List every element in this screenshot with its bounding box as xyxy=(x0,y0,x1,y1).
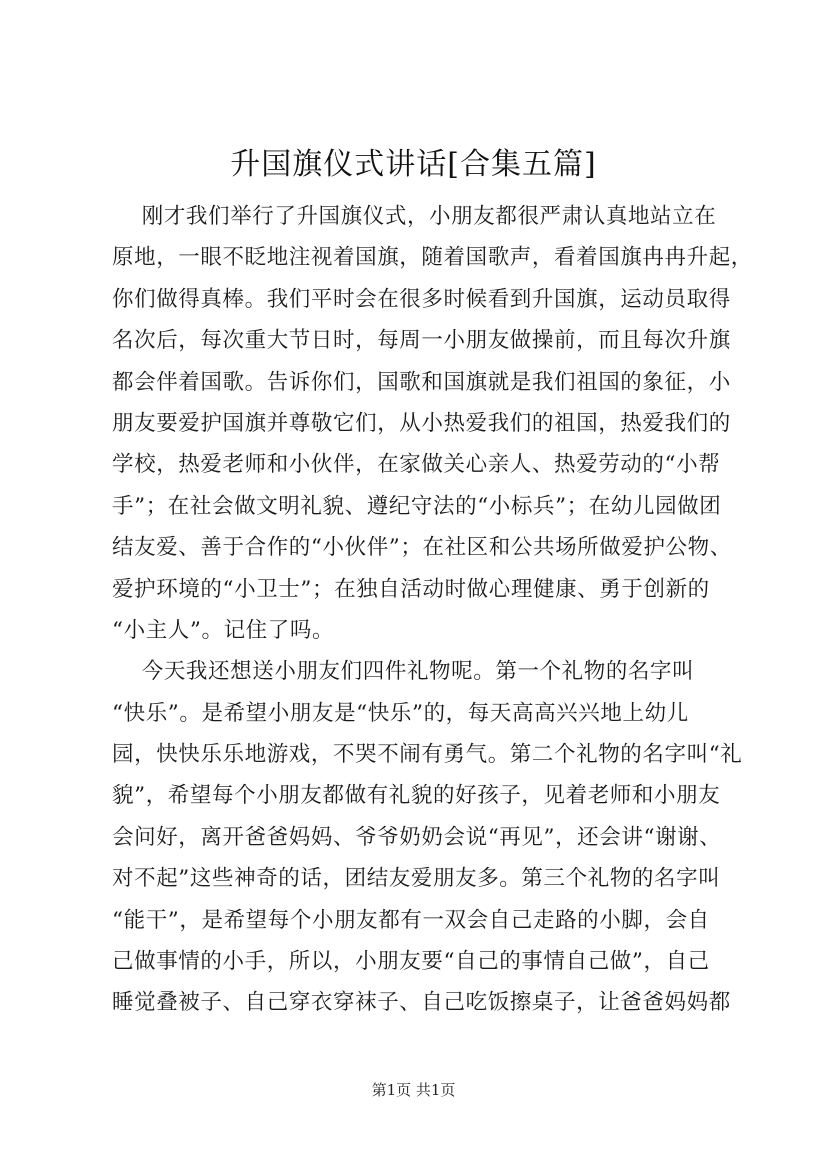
text-line: “快乐”。是希望小朋友是“快乐”的，每天高高兴兴地上幼儿 xyxy=(112,700,689,726)
text-line: 你们做得真棒。我们平时会在很多时候看到升国旗，运动员取得 xyxy=(112,286,731,312)
text-line: 刚才我们举行了升国旗仪式，小朋友都很严肃认真地站立在 xyxy=(112,204,717,229)
text-line: 爱护环境的“小卫士”；在独自活动时做心理健康、勇于创新的 xyxy=(112,576,710,602)
paragraph-1 xyxy=(112,196,753,651)
text-line: 学校，热爱老师和小伙伴，在家做关心亲人、热爱劳动的“小帮 xyxy=(112,452,721,478)
text-line: 对不起”这些神奇的话，团结友爱朋友多。第三个礼物的名字叫 xyxy=(112,866,721,892)
paragraph-2 xyxy=(112,651,743,1024)
text-line: “能干”，是希望每个小朋友都有一双会自己走路的小脚，会自 xyxy=(112,907,710,933)
text-line: 己做事情的小手，所以，小朋友要“自己的事情自己做”，自己 xyxy=(112,949,710,975)
text-line: 貌”，希望每个小朋友都做有礼貌的好孩子，见着老师和小朋友 xyxy=(112,783,721,809)
text-line: 睡觉叠被子、自己穿衣穿袜子、自己吃饭擦桌子，让爸爸妈妈都 xyxy=(112,990,731,1016)
text-line: 手”；在社会做文明礼貌、遵纪守法的“小标兵”；在幼儿园做团 xyxy=(112,493,722,519)
text-line: 园，快快乐乐地游戏，不哭不闹有勇气。第二个礼物的名字叫“礼 xyxy=(112,742,743,768)
document-title: 升国旗仪式讲话[合集五篇] xyxy=(230,147,597,182)
text-line: “小主人”。记住了吗。 xyxy=(112,617,335,643)
text-line: 原地，一眼不眨地注视着国旗，随着国歌声，看着国旗冉冉升起， xyxy=(112,245,753,271)
text-line: 今天我还想送小朋友们四件礼物呢。第一个礼物的名字叫 xyxy=(112,659,695,685)
text-line: 结友爱、善于合作的“小伙伴”；在社区和公共场所做爱护公物、 xyxy=(112,535,732,561)
text-line: 朋友要爱护国旗并尊敬它们，从小热爱我们的祖国，热爱我们的 xyxy=(112,410,731,436)
text-line: 都会伴着国歌。告诉你们，国歌和国旗就是我们祖国的象征，小 xyxy=(112,369,731,395)
text-line: 会问好，离开爸爸妈妈、爷爷奶奶会说“再见”，还会讲“谢谢、 xyxy=(112,824,722,850)
text-line: 名次后，每次重大节日时，每周一小朋友做操前，而且每次升旗 xyxy=(112,328,731,354)
document-body xyxy=(112,196,753,1024)
page-footer: 第1页 共1页 xyxy=(371,1081,456,1099)
